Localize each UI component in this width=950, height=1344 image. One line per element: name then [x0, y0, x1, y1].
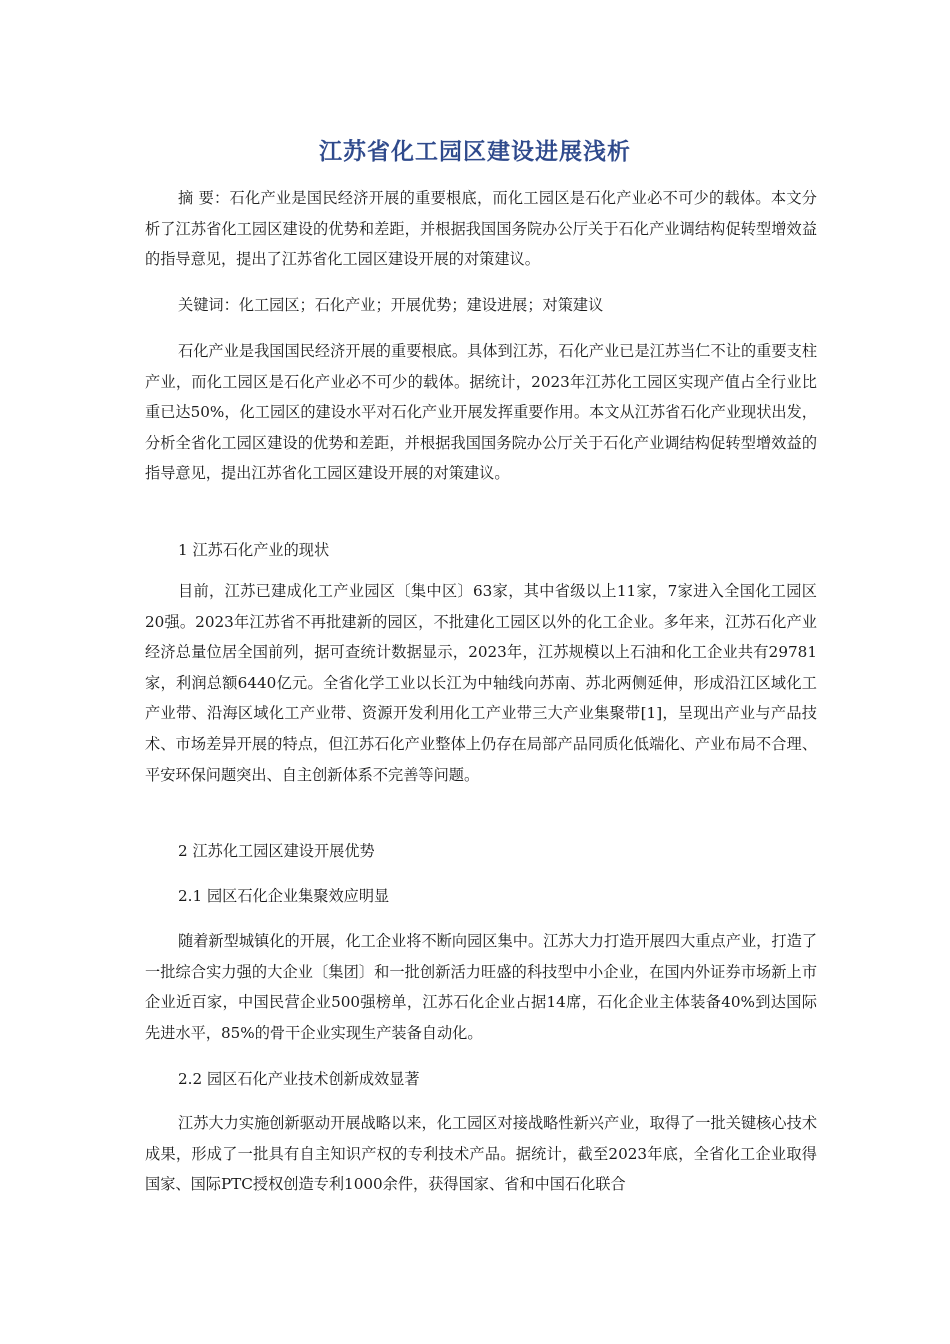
section-1-paragraph: 目前，江苏已建成化工产业园区〔集中区〕63家，其中省级以上11家，7家进入全国化工园区20强。2023年江苏省不再批建新的园区，不批建化工园区以外的化工企业。多年来，江苏石化产业经济总量位居全国前列，据可查统计数据显示，2023年，江苏规模以上石油和化工企业共有29781家，利润总额6440亿元。全省化学工业以长江为中轴线向苏南、苏北两侧延伸，形成沿江区域化工产业带、沿海区域化工产业带、资源开发利用化工产业带三大产业集聚带[1]，呈现出产业与产品技术、市场差异开展的特点，但江苏石化产业整体上仍存在局部产品同质化低端化、产业布局不合理、平安环保问题突出、自主创新体系不完善等问题。	[145, 582, 817, 784]
section-1-heading: 1 江苏石化产业的现状	[178, 541, 330, 559]
section-2-1-heading: 2.1 园区石化企业集聚效应明显	[178, 887, 390, 905]
section-2-1-paragraph: 随着新型城镇化的开展，化工企业将不断向园区集中。江苏大力打造开展四大重点产业，打造了一批综合实力强的大企业〔集团〕和一批创新活力旺盛的科技型中小企业，在国内外证券市场新上市企业近百家，中国民营企业500强榜单，江苏石化企业占据14席，石化企业主体装备40%到达国际先进水平，85%的骨干企业实现生产装备自动化。	[145, 932, 817, 1042]
section-2-2-heading: 2.2 园区石化产业技术创新成效显著	[178, 1070, 420, 1088]
document-title: 江苏省化工园区建设进展浅析	[319, 139, 631, 165]
abstract-paragraph: 摘 要：石化产业是国民经济开展的重要根底，而化工园区是石化产业必不可少的载体。本文分析了江苏省化工园区建设的优势和差距，并根据我国国务院办公厅关于石化产业调结构促转型增效益的指导意见，提出了江苏省化工园区建设开展的对策建议。	[145, 189, 817, 269]
keywords-paragraph: 关键词：化工园区；石化产业；开展优势；建设进展；对策建议	[178, 296, 604, 314]
section-2-2-paragraph: 江苏大力实施创新驱动开展战略以来，化工园区对接战略性新兴产业，取得了一批关键核心技术成果，形成了一批具有自主知识产权的专利技术产品。据统计，截至2023年底，全省化工企业取得国家、国际PTC授权创造专利1000余件，获得国家、省和中国石化联合	[145, 1114, 817, 1194]
section-2-heading: 2 江苏化工园区建设开展优势	[178, 842, 375, 860]
intro-paragraph: 石化产业是我国国民经济开展的重要根底。具体到江苏，石化产业已是江苏当仁不让的重要支柱产业，而化工园区是石化产业必不可少的载体。据统计，2023年江苏化工园区实现产值占全行业比重已达50%，化工园区的建设水平对石化产业开展发挥重要作用。本文从江苏省石化产业现状出发，分析全省化工园区建设的优势和差距，并根据我国国务院办公厅关于石化产业调结构促转型增效益的指导意见，提出江苏省化工园区建设开展的对策建议。	[145, 342, 817, 483]
